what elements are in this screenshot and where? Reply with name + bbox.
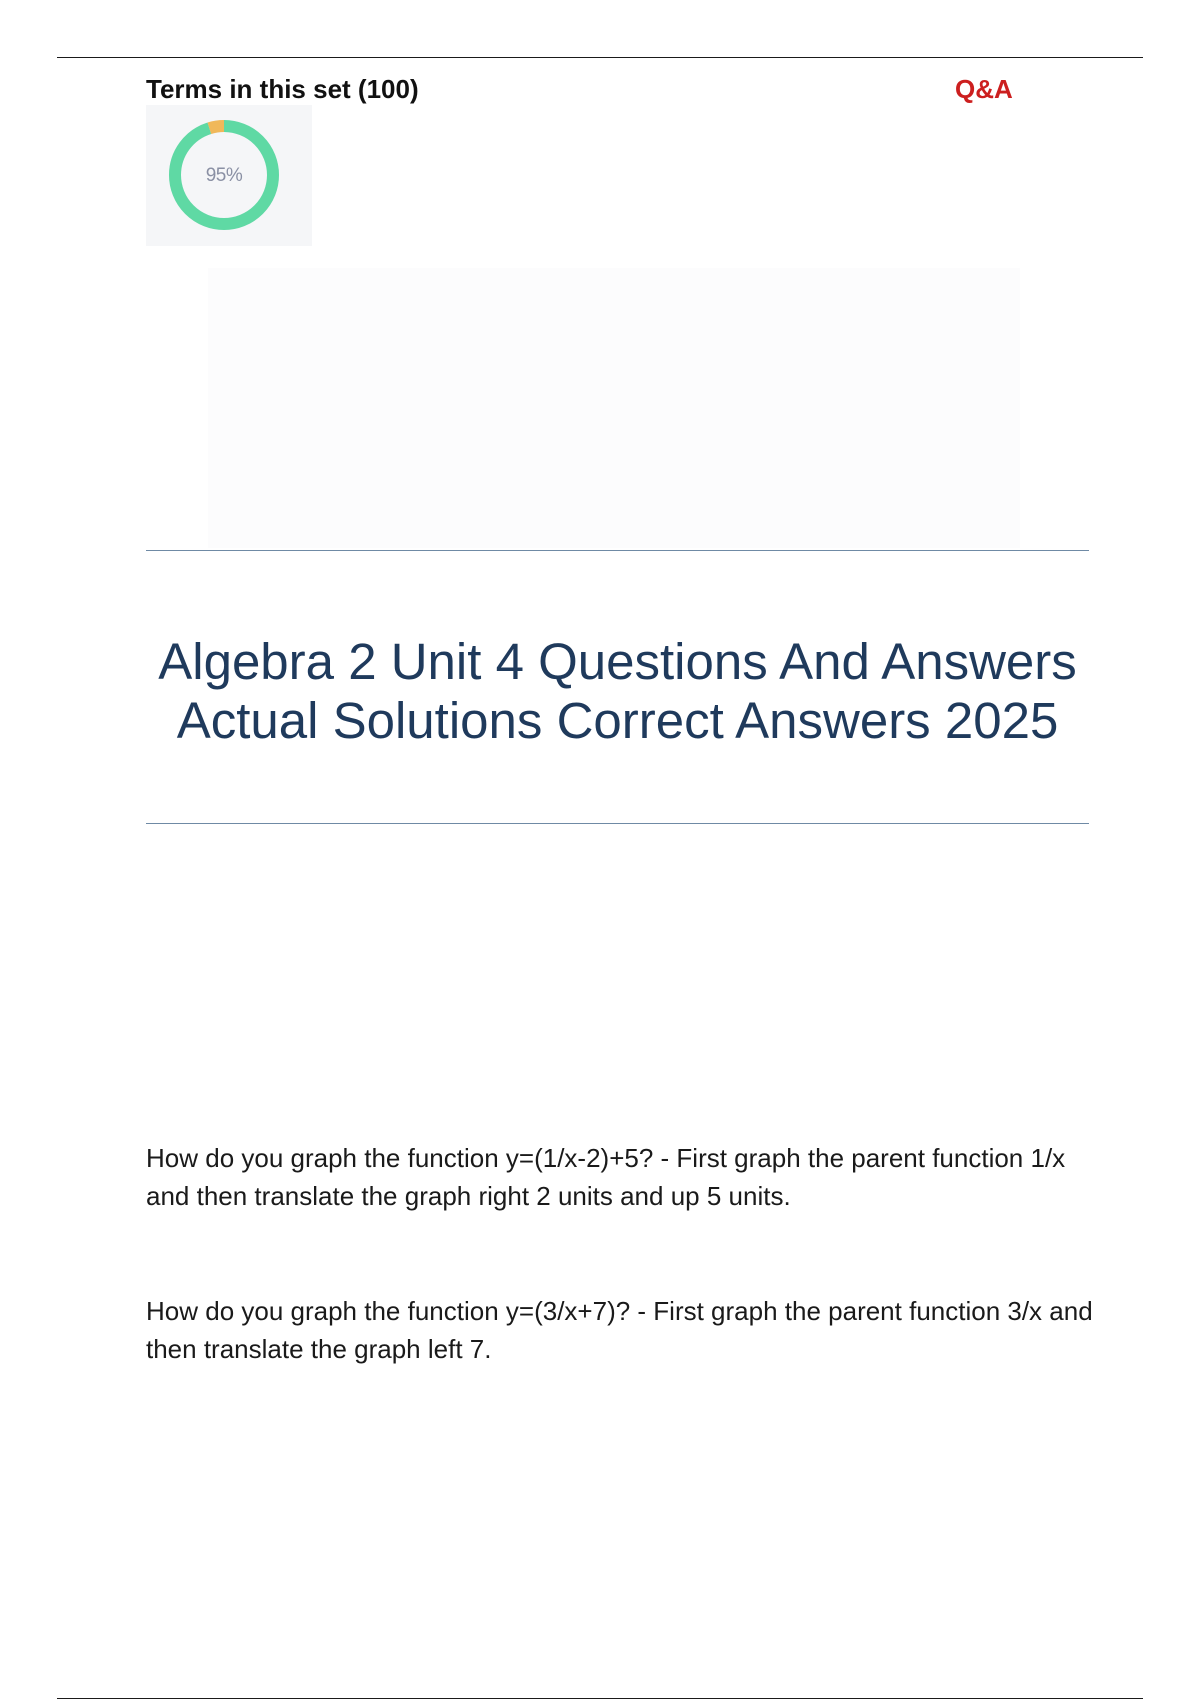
title-bottom-rule [146,823,1089,824]
qa-badge: Q&A [955,74,1013,104]
document-title: Algebra 2 Unit 4 Questions And Answers Actual Solutions Correct Answers 2025 [158,633,1077,749]
page-top-rule [57,57,1143,58]
progress-tile [146,105,312,246]
page-bottom-rule [57,1698,1143,1699]
title-top-rule [146,550,1089,551]
qa-item: How do you graph the function y=(1/x-2)+5? - First graph the parent function 1/x and then translate the graph right 2 units and up 5 units. [146,1143,1066,1211]
faded-panel [208,268,1020,548]
progress-percent: 95% [205,165,243,186]
terms-heading: Terms in this set (100) [146,74,419,104]
qa-item: How do you graph the function y=(3/x+7)? - First graph the parent function 3/x and then translate the graph left 7. [146,1296,1093,1364]
